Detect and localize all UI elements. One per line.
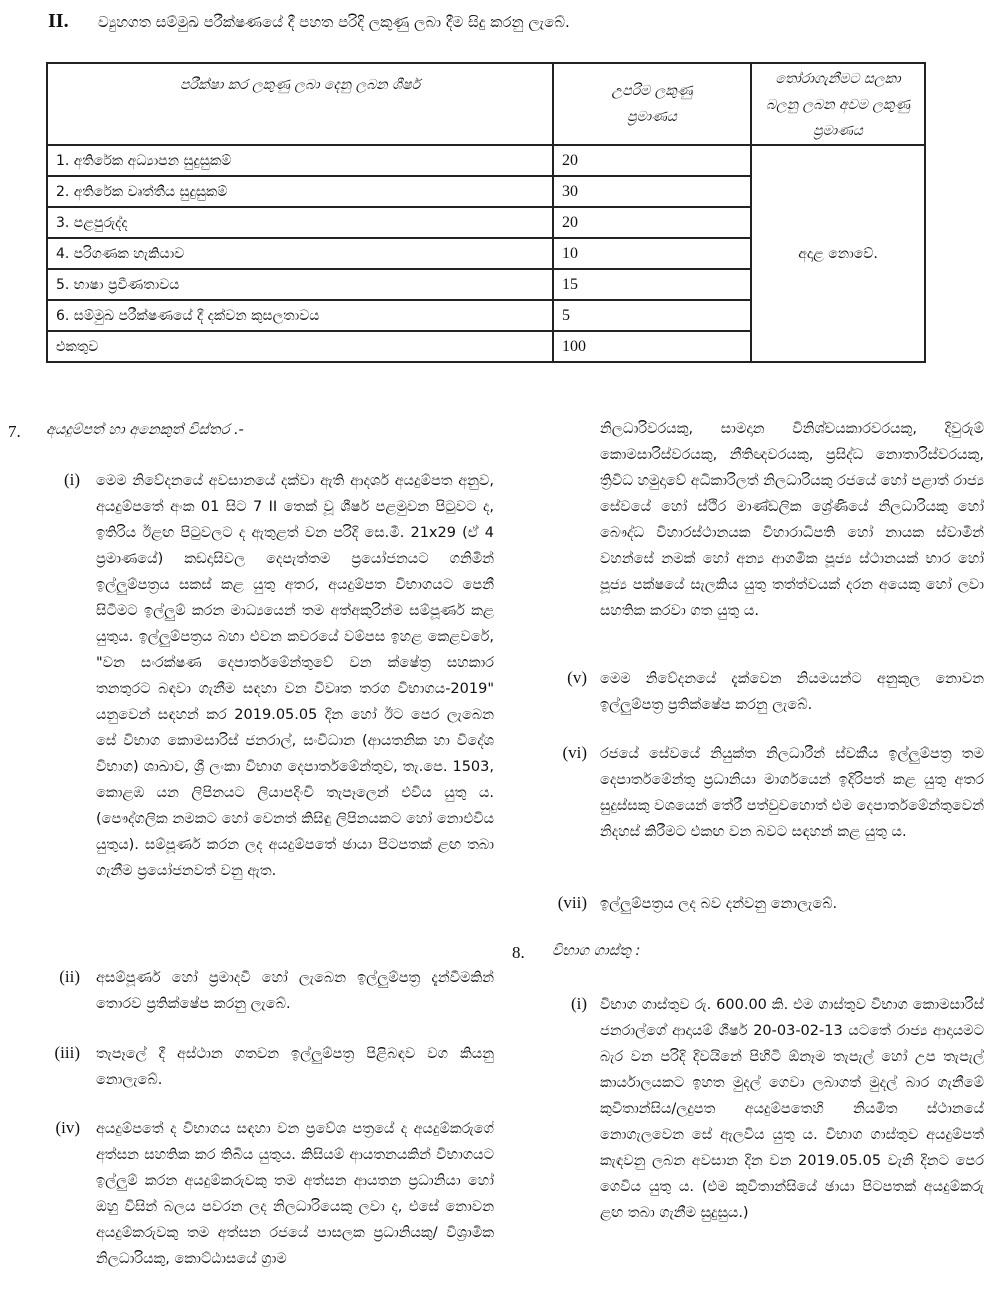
row-value: 30	[553, 176, 751, 207]
item-text: තැපෑලේ දී අස්ථාන ගතවන ඉල්ලුම්පත්‍ර පිළිබඳව වග කියනු නොලැබේ.	[96, 1046, 494, 1088]
row-value: 20	[553, 207, 751, 238]
item-number: (vii)	[557, 893, 587, 912]
item-text: අසම්පූර්ණ හෝ ප්‍රමාදවී හෝ ලැබෙන ඉල්ලුම්පත්‍ර දැන්වීමකින් තොරව ප්‍රතික්ෂේප කරනු ලැබේ.	[96, 970, 494, 1012]
table-row	[47, 145, 925, 176]
header-max-marks: උපරිම ලකුණු ප්‍රමාණය	[553, 63, 751, 145]
marks-table	[46, 62, 926, 363]
row-label: 1. අතිරේක අධ්‍යාපන සුදුසුකම්	[47, 145, 553, 176]
table-header-row	[47, 63, 925, 145]
row-value: 5	[553, 300, 751, 331]
item-text: විභාග ගාස්තුව රු. 600.00 කි. එම ගාස්තුව විභාග කොමසාරිස් ජනරාල්ගේ ආදායම් ශීර්ෂ 20-03-02-13 යටතේ රාජ්‍ය ආදායමට බැර වන පරිදි දිවයිනේ පිහිටි ඕනෑම තැපැල් හෝ උප තැපැල් කාර්යාලයකට ඉහත මුදල් ගෙවා ලබාගත් මුදල් බාර ගැනීමේ කුවිතාන්සිය/ලදුපත අයදුම්පතෙහි නියමිත ස්ථානයේ නොගැලවෙන සේ ඇලවිය යුතු ය. විභාග ගාස්තුව අයදුම්පත් කැඳවනු ලබන අවසාන දින වන 2019.05.05 වැනි දිනට පෙර ගෙවිය යුතු ය. (එම කුවිතාන්සියේ ඡායා පිටපතක් අයදුම්කරු ළඟ තබා ගැනීම සුදුසුය.)	[600, 997, 984, 1221]
total-value: 100	[553, 331, 751, 362]
item-number: (iii)	[54, 1043, 80, 1062]
row-value: 15	[553, 269, 751, 300]
not-applicable-cell: අදාළ නොවේ.	[751, 145, 925, 362]
section-8-heading: විභාග ගාස්තු :	[552, 943, 641, 959]
item-number: (iv)	[55, 1118, 80, 1137]
row-label: 6. සම්මුඛ පරීක්ෂණයේ දී දක්වන කුසලතාවය	[47, 300, 553, 331]
item-number: (ii)	[59, 967, 80, 986]
header-topic: පරීක්ෂා කර ලකුණු ලබා දෙනු ලබන ශීර්ෂ	[47, 63, 553, 145]
item-number: (i)	[570, 994, 587, 1013]
section-intro: ව්‍යුහගත සම්මුඛ පරීක්ෂණයේ දී පහත පරිදි ලකුණු ලබා දීම සිදු කරනු ලැබේ.	[98, 13, 570, 31]
row-label: 2. අතිරේක වෘත්තීය සුදුසුකම්	[47, 176, 553, 207]
total-label: එකතුව	[47, 331, 553, 362]
item-text: රජයේ සේවයේ නියුක්ත නිලධාරීන් ස්වකීය ඉල්ලුම්පත්‍ර තම දෙපාර්තමේන්තු ප්‍රධානියා මාර්ගයෙන් ඉදිරිපත් කළ යුතු අතර සුදුස්සකු වශයෙන් තේරී පත්වුවහොත් එම දෙපාර්තමේන්තුවෙන් නිදහස් කිරීමට එකඟ වන බවට සඳහන් කළ යුතු ය.	[600, 746, 984, 840]
section-7-heading: අයදුම්පත් හා අනෙකුත් විස්තර .-	[46, 422, 244, 438]
row-label: 5. භාෂා ප්‍රවීණතාවය	[47, 269, 553, 300]
row-value: 10	[553, 238, 751, 269]
row-label: 4. පරිගණක හැකියාව	[47, 238, 553, 269]
item-number: (i)	[63, 470, 80, 489]
section-7-number: 7.	[8, 422, 21, 441]
row-value: 20	[553, 145, 751, 176]
item-number: (vi)	[562, 743, 587, 762]
item-number: (v)	[567, 668, 587, 687]
item-text: මෙම නිවේදනයේ අවසානයේ දක්වා ඇති ආදර්ශ අයදුම්පත අනුව, අයදුම්පතේ අංක 01 සිට 7 II තෙක් වූ ශීර්ෂ පළමුවන පිටුවට ද, ඉතිරිය ඊළඟ පිටුවලට ද ඇතුළත් වන පරිදි සෙ.මී. 21x29 (ඒ 4 ප්‍රමාණයේ) කඩදාසිවල දෙපැත්තම ප්‍රයෝජනයට ගනිමින් ඉල්ලුම්පත්‍රය සකස් කළ යුතු අතර, අයදුම්පත විභාගයට පෙනී සිටීමට ඉල්ලුම් කරන මාධ්‍යයෙන් තම අත්අකුරින්ම සම්පූර්ණ කළ යුතුය. ඉල්ලුම්පත්‍රය බහා එවන කවරයේ වම්පස ඉහළ කෙළවරේ, "වන සංරක්ෂණ දෙපාර්තමේන්තුවේ වන ක්ෂේත්‍ර සහකාර තනතුරට බඳවා ගැනීම සඳහා වන විවෘත තරග විභාගය-2019" යනුවෙන් සඳහන් කර 2019.05.05 දින හෝ ඊට පෙර ලැබෙන සේ විභාග කොමසාරිස් ජනරාල්, සංවිධාන (ආයතනික හා විදේශ විභාග) ශාඛාව, ශ්‍රී ලංකා විභාග දෙපාර්තමේන්තුව, තැ.පෙ. 1503, කොළඹ යන ලිපිනයට ලියාපදිංචි තැපෑලෙන් එවිය යුතු ය. (පෞද්ගලික නමකට හෝ වෙනත් කිසිඳු ලිපිනයකට හෝ නොඑවිය යුතුය). සම්පූර්ණ කරන ලද අයදුම්පතේ ඡායා පිටපතක් ළඟ තබා ගැනීම ප්‍රයෝජනවත් වනු ඇත.	[96, 473, 494, 879]
section-number: II.	[48, 10, 69, 32]
item-text: අයදුම්පතේ ද විභාගය සඳහා වන ප්‍රවේශ පත්‍රයේ ද අයදුම්කරුගේ අත්සන සහතික කර තිබිය යුතුය. කිසියම් ආයතනයකින් විභාගයට ඉල්ලුම් කරන අයදුම්කරුවකු තම අත්සන ආයතන ප්‍රධානියා හෝ ඔහු විසින් බලය පවරන ලද නිලධාරියෙකු ලවා ද, එසේ නොවන අයදුම්කරුවකු තම අත්සන රජයේ පාසලක ප්‍රධානියකු/ විශ්‍රාමික නිලධාරියකු, කොට්ඨාසයේ ග්‍රාම	[96, 1121, 494, 1267]
section-8-number: 8.	[512, 943, 525, 962]
item-text: මෙම නිවේදනයේ දැක්වෙන නියමයන්ට අනුකූල නොවන ඉල්ලුම්පත්‍ර ප්‍රතික්ෂේප කරනු ලැබේ.	[600, 671, 984, 713]
header-min-marks: තෝරාගැනීමට සලකා බලනු ලබන අවම ලකුණු ප්‍රමාණය	[751, 63, 925, 145]
row-label: 3. පළපුරුද්ද	[47, 207, 553, 238]
continuation-text: නිලධාරිවරයකු, සාමදාන විනිශ්චයකාරවරයකු, දිවුරුම් කොමසාරිස්වරයකු, නීතිඥවරයකු, ප්‍රසිද්ධ නොතාරිස්වරයකු, ත්‍රිවිධ හමුදාවේ අධිකාරිලත් නිලධාරියකු රජයේ හෝ පළාත් රාජ්‍ය සේවයේ හෝ ස්ථිර මාණ්ඩලික ශ්‍රේණියේ නිලධාරියකු හෝ බෞද්ධ විහාරස්ථානයක විහාරාධිපති හෝ නායක ස්වාමීන් වහන්සේ නමක් හෝ අන්‍ය ආගමික පූජ්‍ය ස්ථානයක් භාර හෝ පූජ්‍ය පක්ෂයේ සැලකිය යුතු තත්ත්වයක් දරන අයෙකු හෝ ලවා සහතික කරවා ගත යුතු ය.	[600, 421, 984, 619]
item-text: ඉල්ලුම්පත්‍රය ලද බව දන්වනු නොලැබේ.	[600, 896, 838, 912]
